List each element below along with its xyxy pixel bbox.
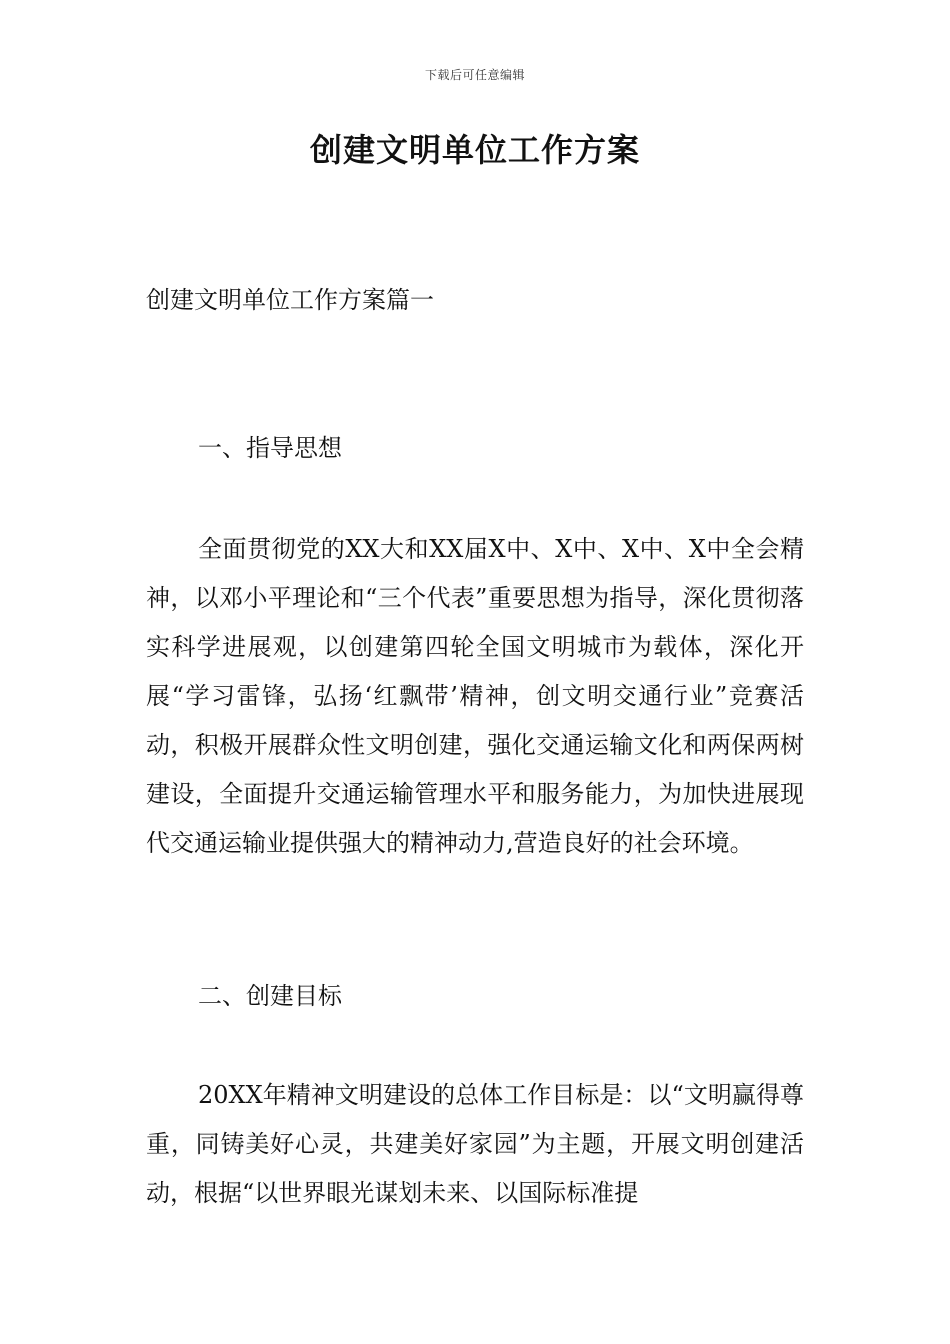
header-note: 下载后可任意编辑	[424, 68, 525, 82]
document-subtitle: 创建文明单位工作方案篇一	[146, 286, 434, 314]
document-title: 创建文明单位工作方案	[309, 131, 640, 169]
section-paragraph-guiding-thought: 全面贯彻党的XX大和XX届X中、X中、X中、X中全会精神，以邓小平理论和“三个代表”重要思想为指导，深化贯彻落实科学进展观，以创建第四轮全国文明城市为载体，深化开展“学习雷锋，弘扬‘红飘带’精神，创文明交通行业”竞赛活动，积极开展群众性文明创建，强化交通运输文化和两保两树建设，全面提升交通运输管理水平和服务能力，为加快进展现代交通运输业提供强大的精神动力,营造良好的社会环境。	[146, 535, 804, 857]
section-heading-guiding-thought: 一、指导思想	[198, 434, 342, 462]
section-heading-creation-goals: 二、创建目标	[198, 982, 342, 1010]
section-paragraph-creation-goals: 20XX年精神文明建设的总体工作目标是：以“文明赢得尊重，同铸美好心灵，共建美好家园”为主题，开展文明创建活动，根据“以世界眼光谋划未来、以国际标准提	[146, 1081, 804, 1207]
